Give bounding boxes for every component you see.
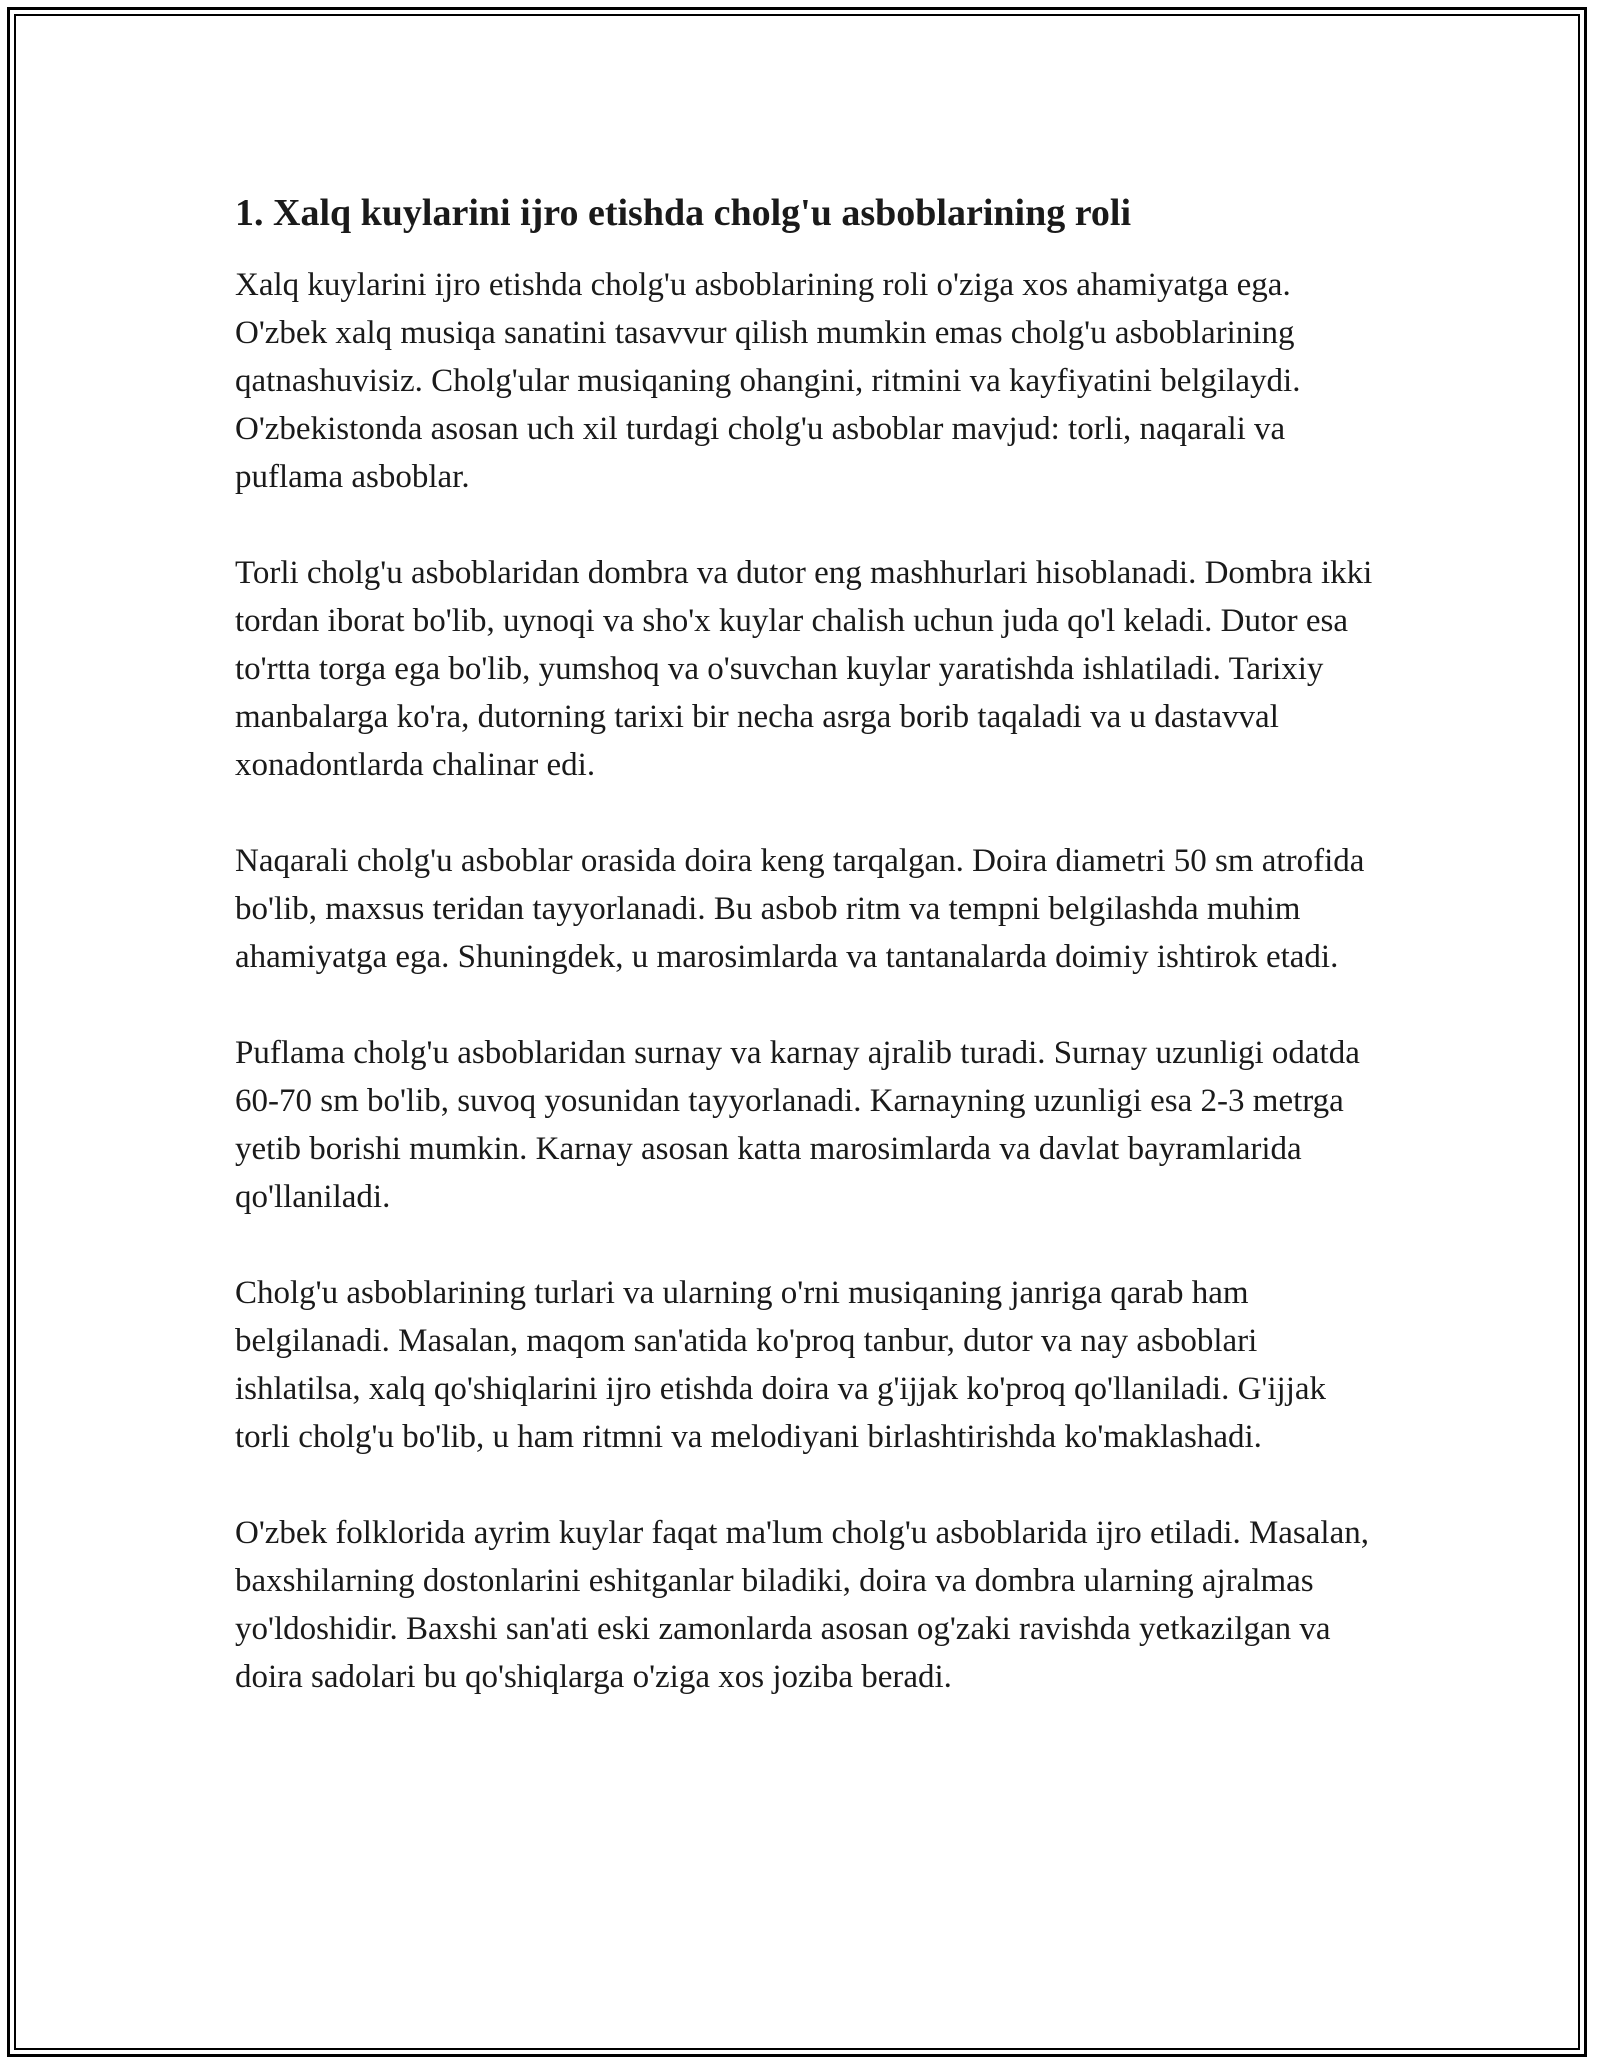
paragraph-wind-instruments: Puflama cholg'u asboblaridan surnay va karnay ajralib turadi. Surnay uzunligi odatda 60-70 sm bo'lib, suvoq yosunidan tayyorlanadi. Karnayning uzunligi esa 2-3 metrga yetib borishi mumkin. Karnay asosan katta marosimlarda va davlat bayramlarida qo'llaniladi. [235,1034,1360,1215]
page-title: 1. Xalq kuylarini ijro etishda cholg'u asboblarining roli [235,192,1132,234]
paragraph-folklore: O'zbek folklorida ayrim kuylar faqat ma'lum cholg'u asboblarida ijro etiladi. Masalan, baxshilarning dostonlarini eshitganlar biladiki, doira va dombra ularning ajralmas yo'ldoshidir. Baxshi san'ati eski zamonlarda asosan og'zaki ravishda yetkazilgan va doira sadolari bu qo'shiqlarga o'ziga xos joziba beradi. [235,1514,1369,1695]
paragraph-genres: Cholg'u asboblarining turlari va ularning o'rni musiqaning janriga qarab ham belgilanadi. Masalan, maqom san'atida ko'proq tanbur, dutor va nay asboblari ishlatilsa, xalq qo'shiqlarini ijro etishda doira va g'ijjak ko'proq qo'llaniladi. G'ijjak torli cholg'u bo'lib, u ham ritmni va melodiyani birlashtirishda ko'maklashadi. [235,1274,1327,1455]
document-page [235,180,1375,1701]
paragraph-string-instruments: Torli cholg'u asboblaridan dombra va dutor eng mashhurlari hisoblanadi. Dombra ikki tordan iborat bo'lib, uynoqi va sho'x kuylar chalish uchun juda qo'l keladi. Dutor esa to'rtta torga ega bo'lib, yumshoq va o'suvchan kuylar yaratishda ishlatiladi. Tarixiy manbalarga ko'ra, dutorning tarixi bir necha asrga borib taqaladi va u dastavval xonadontlarda chalinar edi. [235,554,1373,783]
paragraph-percussion-instruments: Naqarali cholg'u asboblar orasida doira keng tarqalgan. Doira diametri 50 sm atrofida bo'lib, maxsus teridan tayyorlanadi. Bu asbob ritm va tempni belgilashda muhim ahamiyatga ega. Shuningdek, u marosimlarda va tantanalarda doimiy ishtirok etadi. [235,842,1365,975]
paragraph-intro: Xalq kuylarini ijro etishda cholg'u asboblarining roli o'ziga xos ahamiyatga ega. O'zbek xalq musiqa sanatini tasavvur qilish mumkin emas cholg'u asboblarining qatnashuvisiz. Cholg'ular musiqaning ohangini, ritmini va kayfiyatini belgilaydi. O'zbekistonda asosan uch xil turdagi cholg'u asboblar mavjud: torli, naqarali va puflama asboblar. [235,266,1301,495]
